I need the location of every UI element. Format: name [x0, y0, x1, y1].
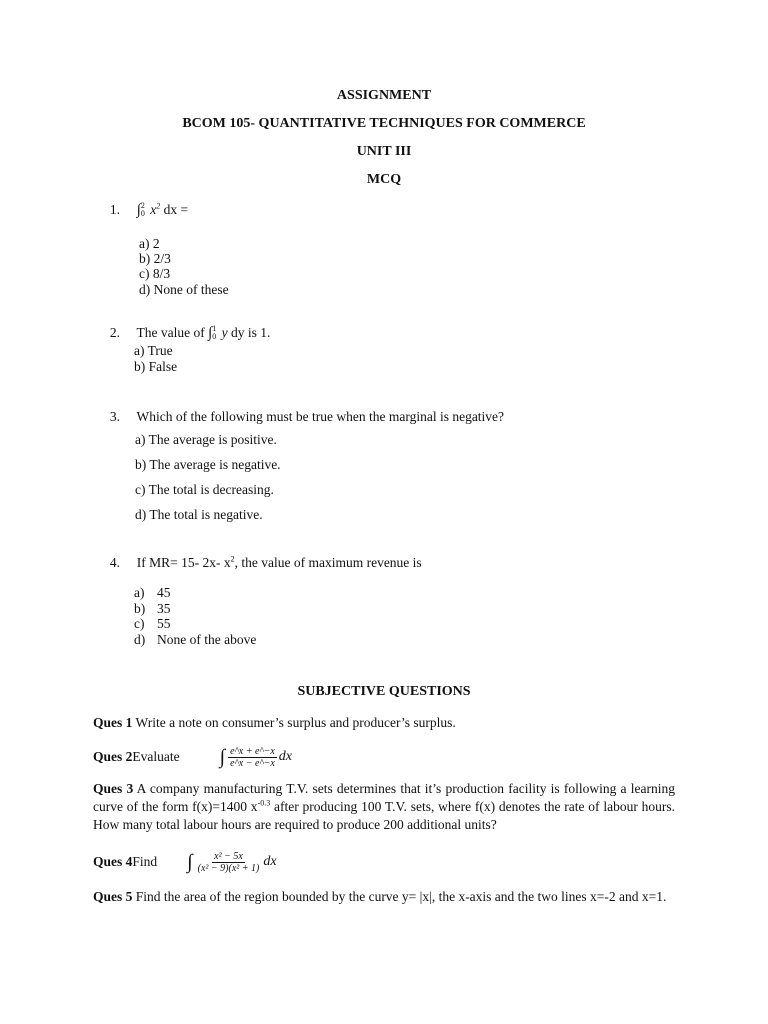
integral-sign: ∫: [219, 745, 226, 768]
option-value: 45: [157, 585, 171, 600]
mcq-1-stem: dx =: [163, 202, 189, 217]
ques-3: [93, 780, 675, 834]
mcq-2-stem-before: The value of: [136, 325, 205, 340]
unit-title: UNIT III: [356, 144, 412, 159]
mcq-4-option-c: [134, 616, 171, 632]
mcq-1-option-a: a) 2: [139, 236, 160, 251]
ques-5: [93, 888, 675, 906]
mcq-2: [100, 325, 270, 342]
mcq-4-stem-after: , the value of maximum revenue is: [234, 555, 422, 570]
integral-limits: 1 0: [212, 323, 217, 341]
ques-2: [93, 741, 292, 773]
mcq-4-number: 4.: [109, 555, 120, 570]
mcq-2-option-a: a) True: [134, 343, 173, 358]
integral-limits: 2 0: [140, 200, 145, 218]
mcq-4-option-d: [134, 632, 256, 648]
ques-3-label: Ques 3: [93, 781, 134, 796]
mcq-4: [100, 555, 422, 571]
option-value: 35: [157, 601, 171, 616]
mcq-3: [100, 409, 504, 425]
subjective-heading: SUBJECTIVE QUESTIONS: [297, 684, 471, 699]
ques-4-dx: dx: [263, 854, 277, 869]
mcq-2-stem-after: dy is 1.: [230, 325, 271, 340]
ques-4-text: Find: [132, 854, 158, 869]
ques-2-dx: dx: [278, 749, 293, 764]
mcq-4-option-b: [134, 601, 171, 617]
mcq-1-option-d: d) None of these: [139, 282, 229, 297]
ques-3-exponent: -0.3: [257, 798, 271, 808]
ques-2-denominator: e^x − e^−x: [230, 757, 275, 769]
ques-5-text: Find the area of the region bounded by the curve y= |x|, the x-axis and the two lines x=-2 and x=1.: [132, 889, 667, 904]
mcq-2-option-b: b) False: [134, 359, 178, 374]
mcq-1-option-b: b) 2/3: [139, 251, 171, 266]
section-title: MCQ: [366, 172, 402, 187]
mcq-4-stem-sup: 2: [230, 554, 235, 564]
course-title: BCOM 105- QUANTITATIVE TECHNIQUES FOR COMMERCE: [182, 116, 586, 131]
ques-2-label: Ques 2: [93, 749, 133, 764]
mcq-4-stem-before: If MR= 15- 2x- x: [136, 555, 231, 570]
ques-4-denominator: (x² − 9)(x² + 1): [197, 862, 260, 874]
integral-sign: ∫: [208, 325, 213, 341]
ques-2-text: Evaluate: [132, 749, 180, 764]
mcq-2-number: 2.: [109, 325, 120, 340]
ques-4: [93, 845, 277, 879]
ques-3-text-b: after producing 100 T.V. sets, where f(x) denotes the rate of labour hours. How many total labour hours are required to produce 200 additional units?: [93, 799, 675, 832]
mcq-3-option-c: c) The total is decreasing.: [135, 482, 274, 497]
mcq-1-number: 1.: [109, 202, 120, 217]
option-letter: a): [134, 585, 145, 600]
integral-sign: ∫: [187, 850, 193, 873]
option-letter: c): [134, 616, 145, 631]
integrand: y: [221, 325, 228, 340]
mcq-1: [100, 202, 188, 219]
ques-1-text: Write a note on consumer’s surplus and producer’s surplus.: [132, 715, 456, 730]
ques-5-label: Ques 5: [93, 889, 133, 904]
option-value: 55: [157, 616, 171, 631]
ques-1-label: Ques 1: [93, 715, 133, 730]
mcq-1-option-c: c) 8/3: [139, 266, 171, 281]
ques-2-numerator: e^x + e^−x: [230, 745, 275, 757]
mcq-3-option-d: d) The total is negative.: [135, 507, 263, 522]
ques-4-fraction: [196, 851, 262, 874]
integral-sign: ∫: [136, 202, 141, 218]
ques-4-numerator: x² − 5x: [214, 850, 243, 862]
option-letter: d): [134, 632, 146, 647]
ques-3-text-a: A company manufacturing T.V. sets determines that it’s production facility is following a learning curve of the form f(x)=1400 x: [93, 781, 675, 814]
mcq-3-stem: Which of the following must be true when the marginal is negative?: [136, 409, 505, 424]
integrand: $x^2$: [150, 201, 161, 217]
mcq-3-number: 3.: [109, 409, 120, 424]
assignment-title: ASSIGNMENT: [336, 88, 432, 103]
ques-2-fraction: [228, 746, 277, 769]
option-value: None of the above: [157, 632, 257, 647]
mcq-3-option-b: b) The average is negative.: [135, 457, 281, 472]
mcq-3-option-a: a) The average is positive.: [135, 432, 277, 447]
ques-4-label: Ques 4: [93, 854, 133, 869]
option-letter: b): [134, 601, 146, 616]
mcq-4-option-a: [134, 585, 171, 601]
ques-1: [93, 715, 456, 731]
